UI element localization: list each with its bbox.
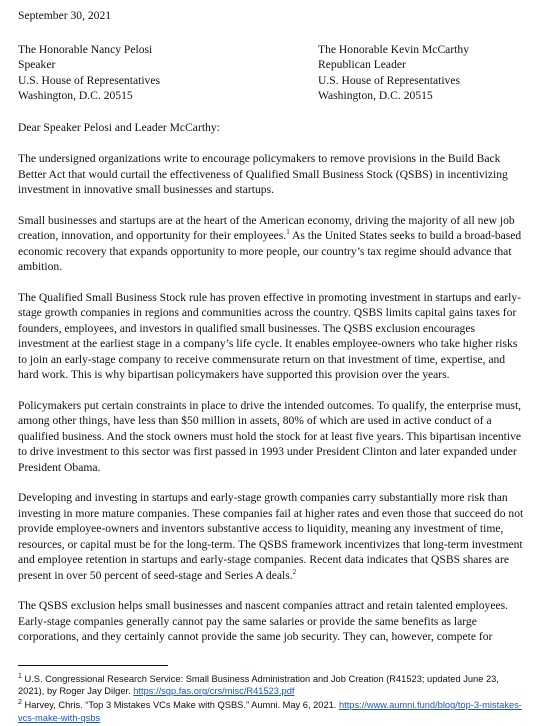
- recipient-right-org: U.S. House of Representatives: [318, 73, 460, 87]
- recipient-right-title: Republican Leader: [318, 58, 406, 71]
- footnote-divider: [18, 665, 168, 666]
- letter-page: [18, 8, 526, 726]
- paragraph-2: [18, 213, 526, 275]
- footnote-1: [18, 673, 526, 699]
- paragraph-1: The undersigned organizations write to encourage policymakers to remove provisions in the Build Back Better Act that would curtail the effectiveness of Qualified Small Business Stock (QSBS) in incentivizing investment in innovative small businesses and startups.: [18, 152, 508, 196]
- footnote-1-link[interactable]: https://sgp.fas.org/crs/misc/R41523.pdf: [133, 686, 295, 697]
- paragraph-2-text-a: Small businesses and startups are at the heart of the American economy, driving the majority of all new job creation, innovation, and opportunity for their employees.: [18, 213, 515, 242]
- footnote-2: [18, 699, 526, 725]
- footnote-ref-2: 2: [292, 567, 297, 576]
- recipient-right: [318, 42, 518, 104]
- paragraph-5-text: Developing and investing in startups and early-stage growth companies carry substantially more risk than investing in more mature companies. These companies fail at higher rates and even those that succeed do not provide employee-owners and inventors substantive access to liquidity, meaning any investment of time, resources, or capital must be for the long-term. The QSBS framework incentivizes that long-term investment and employee retention in startups and early-stage companies. Recent data indicates that QSBS shares are present in over 50 percent of seed-stage and Series A deals.: [18, 491, 524, 582]
- recipient-block: [18, 42, 526, 104]
- paragraph-4: Policymakers put certain constraints in place to drive the intended outcomes. To qualify, the enterprise must, among other things, have less than $50 million in assets, 80% of which are used in active conduct of a qualified business. And the stock owners must hold the stock for at least five years. This bipartisan incentive to drive investment to this sector was first passed in 1993 under President Clinton and later expanded under President Obama.: [18, 398, 522, 474]
- salutation: Dear Speaker Pelosi and Leader McCarthy:: [18, 120, 220, 134]
- recipient-left-name: The Honorable Nancy Pelosi: [18, 42, 153, 56]
- paragraph-3: The Qualified Small Business Stock rule has proven effective in promoting investment in startups and early-stage growth companies in regions and communities across the country. QSBS limits capital gains taxes for founders, employees, and investors in qualified small businesses. The QSBS exclusion encourages investment at the earliest stage in a company’s life cycle. It enables employee-owners who take higher risks to join an early-stage company to receive commensurate return on that investment of time, expertise, and hard work. This is why bipartisan policymakers have supported this provision over the years.: [18, 290, 522, 381]
- footnote-2-number: 2: [18, 699, 22, 706]
- recipient-right-city: Washington, D.C. 20515: [318, 89, 433, 102]
- footnote-1-text: U.S. Congressional Research Service: Small Business Administration and Job Creation (R41523; updated June 23, 2021), by Roger Jay Dilger.: [18, 673, 499, 697]
- footnote-2-link[interactable]: https://www.aumni.fund/blog/top-3-mistakes-vcs-make-with-qsbs: [18, 700, 522, 723]
- paragraph-5: [18, 490, 526, 583]
- recipient-left-org: U.S. House of Representatives: [18, 73, 160, 87]
- footnote-ref-1: 1: [286, 228, 290, 237]
- recipient-left-title: Speaker: [18, 58, 56, 71]
- footnote-1-number: 1: [18, 672, 22, 680]
- footnote-2-text: Harvey, Chris. “Top 3 Mistakes VCs Make with QSBS.” Aumni. May 6, 2021.: [21, 700, 339, 711]
- recipient-left: [18, 42, 248, 104]
- recipient-left-city: Washington, D.C. 20515: [18, 89, 133, 102]
- paragraph-2-text-b: As the United States seeks to build a broad-based economic recovery that expands opportunity to more people, our country’s tax regime should advance that ambition.: [18, 229, 522, 273]
- letter-date: September 30, 2021: [18, 9, 112, 22]
- paragraph-6: The QSBS exclusion helps small businesses and nascent companies attract and retain talented employees. Early-stage companies generally cannot pay the same salaries or provide the same benefits as large corporations, and they certainly cannot provide the same job security. They can, however, compete for: [18, 599, 509, 643]
- recipient-right-name: The Honorable Kevin McCarthy: [318, 42, 469, 56]
